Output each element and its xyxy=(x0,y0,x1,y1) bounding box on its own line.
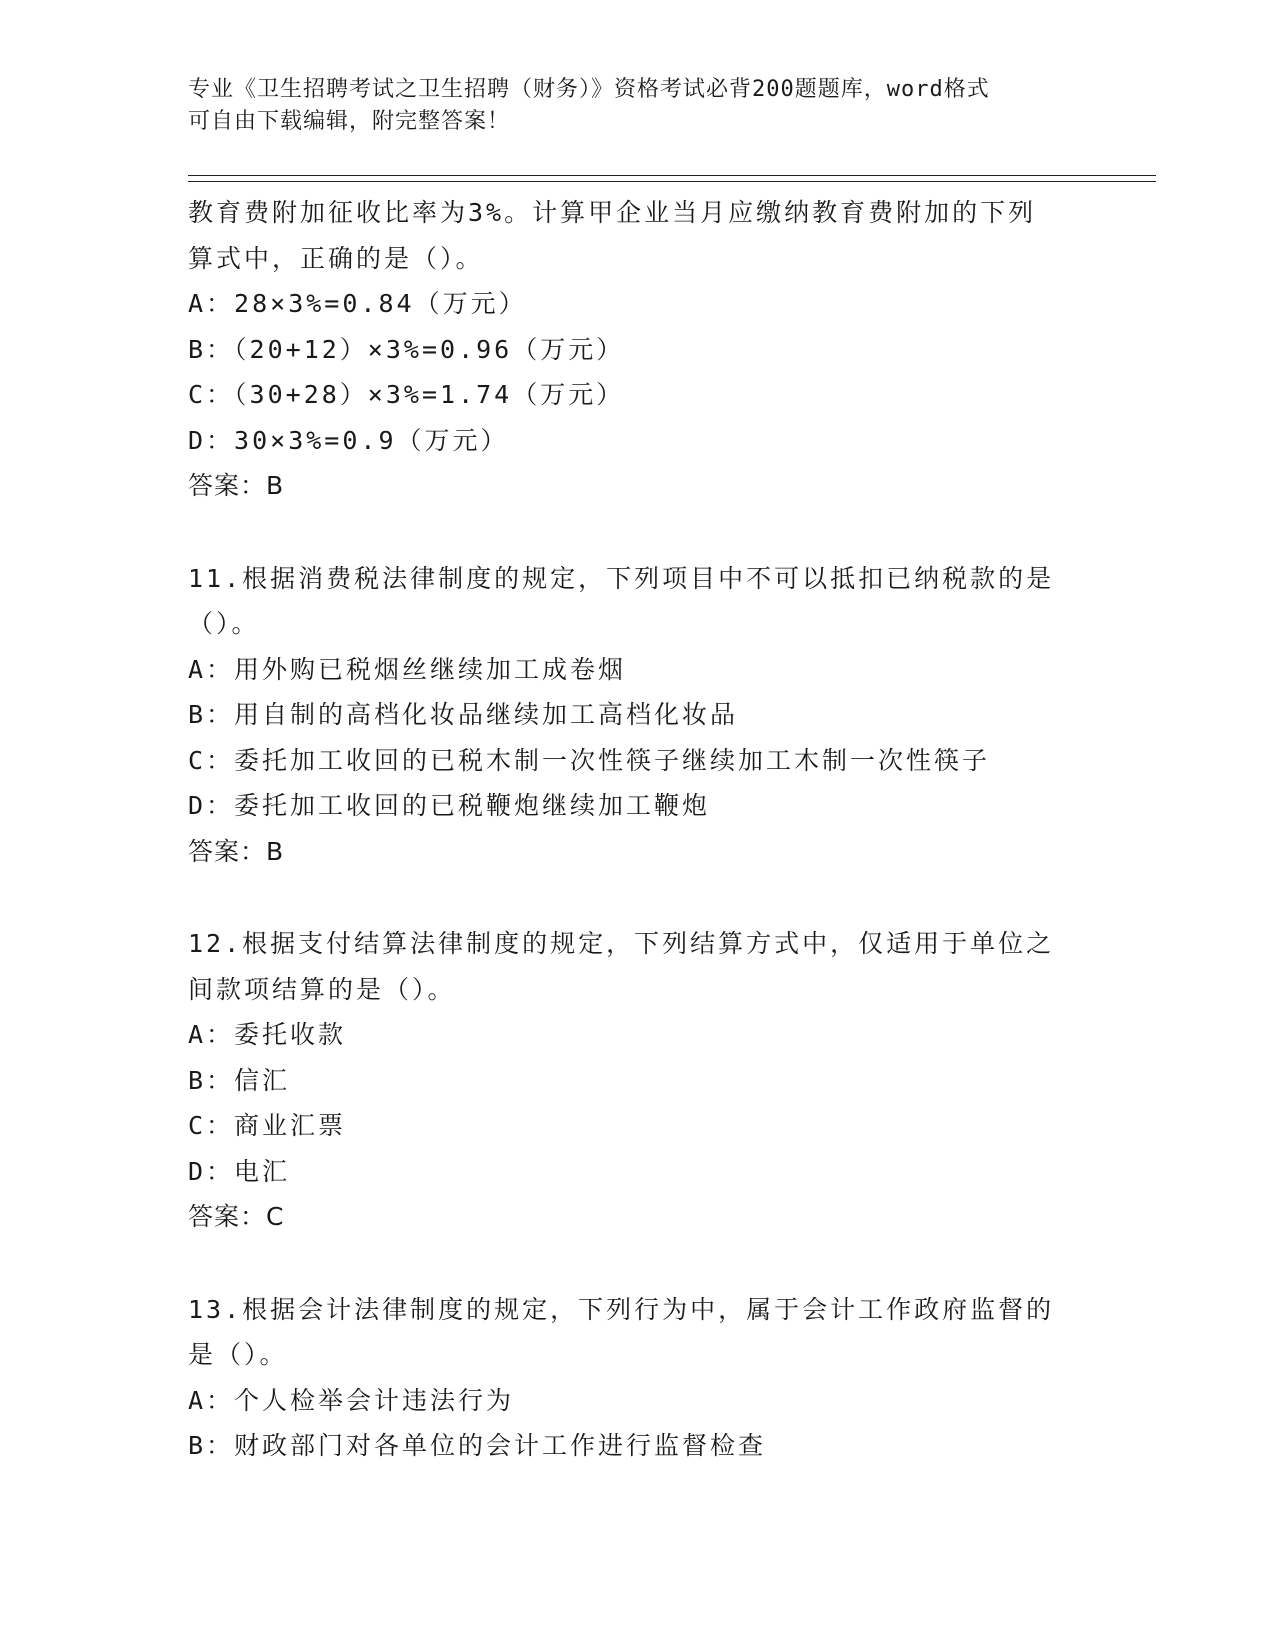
header-rule-bottom xyxy=(188,181,1156,182)
question-stem-line: 是（）。 xyxy=(188,1340,288,1369)
option-b: B：财政部门对各单位的会计工作进行监督检查 xyxy=(188,1431,767,1460)
option-a: A：28×3%=0.84（万元） xyxy=(188,289,527,318)
answer-text: 答案：C xyxy=(188,1202,285,1231)
question-11 xyxy=(188,556,1088,875)
option-a: A：个人检举会计违法行为 xyxy=(188,1385,515,1415)
question-stem-line: 12.根据支付结算法律制度的规定，下列结算方式中，仅适用于单位之 xyxy=(188,929,1055,958)
question-13 xyxy=(188,1287,1088,1469)
question-stem-line: 11.根据消费税法律制度的规定，下列项目中不可以抵扣已纳税款的是 xyxy=(188,563,1055,593)
question-stem-line: （）。 xyxy=(188,609,260,638)
question-12 xyxy=(188,921,1088,1240)
option-d: D：委托加工收回的已税鞭炮继续加工鞭炮 xyxy=(188,791,711,820)
option-a: A：委托收款 xyxy=(188,1020,347,1049)
question-stem-line: 算式中，正确的是（）。 xyxy=(188,243,484,273)
header-rule-top xyxy=(188,175,1156,176)
question-stem-line: 13.根据会计法律制度的规定，下列行为中，属于会计工作政府监督的 xyxy=(188,1294,1055,1324)
option-d: D：30×3%=0.9（万元） xyxy=(188,425,509,455)
option-d: D：电汇 xyxy=(188,1156,291,1186)
header-line-2: 可自由下载编辑，附完整答案！ xyxy=(188,109,511,134)
question-stem-line: 间款项结算的是（）。 xyxy=(188,974,456,1004)
answer-text: 答案：B xyxy=(188,471,285,500)
header-line-1: 专业《卫生招聘考试之卫生招聘（财务）》资格考试必背200题题库，word格式 xyxy=(188,77,990,102)
question-list xyxy=(188,190,1088,1469)
question-continued xyxy=(188,190,1088,509)
option-c: C：委托加工收回的已税木制一次性筷子继续加工木制一次性筷子 xyxy=(188,745,991,775)
option-c: C：商业汇票 xyxy=(188,1111,347,1140)
document-header xyxy=(188,74,1068,138)
option-c: C：（30+28）×3%=1.74（万元） xyxy=(188,380,625,409)
option-b: B：用自制的高档化妆品继续加工高档化妆品 xyxy=(188,700,739,729)
answer-text: 答案：B xyxy=(188,836,285,866)
question-stem-line: 教育费附加征收比率为3%。计算甲企业当月应缴纳教育费附加的下列 xyxy=(188,198,1037,227)
option-b: B：信汇 xyxy=(188,1065,291,1095)
option-a: A：用外购已税烟丝继续加工成卷烟 xyxy=(188,654,627,684)
option-b: B：（20+12）×3%=0.96（万元） xyxy=(188,334,625,364)
